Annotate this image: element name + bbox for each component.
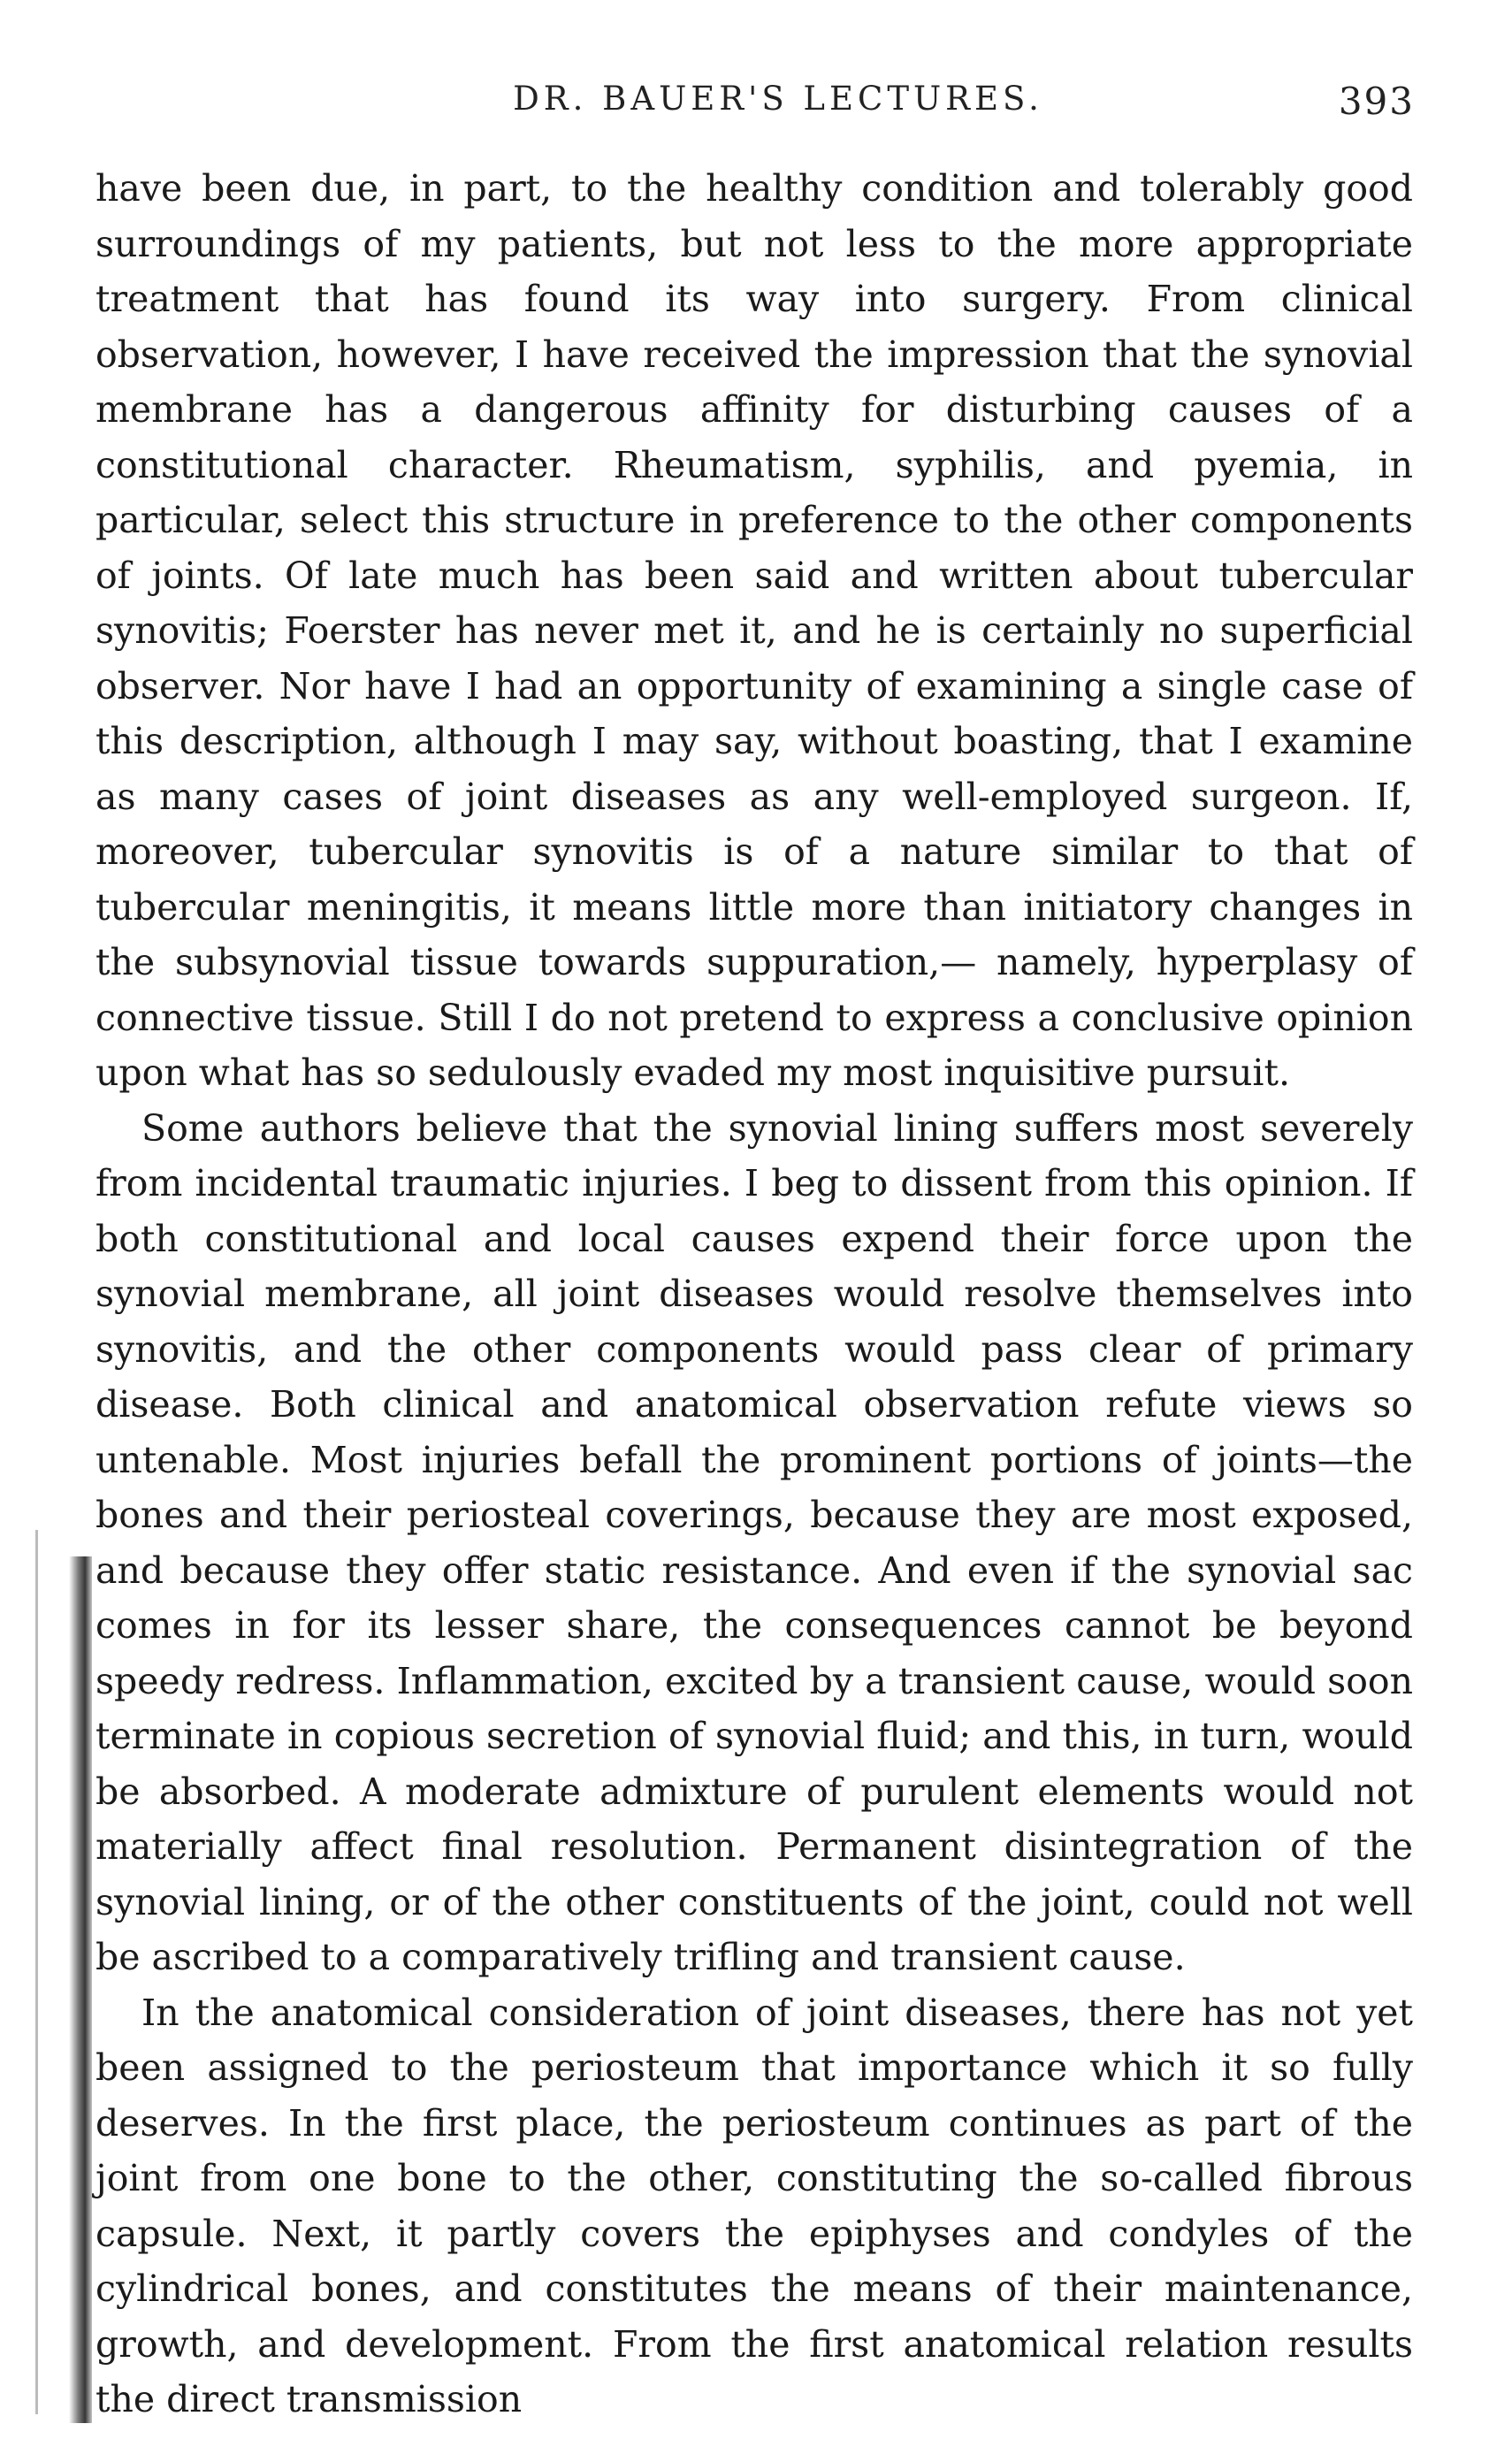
- running-title: DR. BAUER'S LECTURES.: [513, 80, 1043, 118]
- paragraph-continued: have been due, in part, to the healthy condition and tolerably good surroundings of my patients, but not less to the more appropriate treatment that has found its way into surgery. From clinical observation, however, I have received the impression that the synovial membrane has a dangerous affinity for disturbing causes of a constitutional character. Rheumatism, syphilis, and pyemia, in particular, select this structure in preference to the other components of joints. Of late much has been said and written about tubercular synovitis; Foerster has never met it, and he is certainly no superficial observer. Nor have I had an opportunity of examining a single case of this description, although I may say, without boasting, that I examine as many cases of joint diseases as any well-employed surgeon. If, moreover, tubercular synovitis is of a nature similar to that of tubercular meningitis, it means little more than initiatory changes in the subsynovial tissue towards suppuration,— namely, hyperplasy of connective tissue. Still I do not pretend to express a conclusive opinion upon what has so sedulously evaded my most inquisitive pursuit.: [95, 167, 1413, 1094]
- paragraph-periosteum: In the anatomical consideration of joint diseases, there has not yet been assigned to the periosteum that importance which it so fully deserves. In the first place, the periosteum continues as part of the joint from one bone to the other, constituting the so-called fibrous capsule. Next, it partly covers the epiphyses and condyles of the cylindrical bones, and constitutes the means of their maintenance, growth, and development. From the first anatomical relation results the direct transmission: [95, 1991, 1413, 2420]
- binding-shadow: [69, 1556, 92, 2423]
- paragraph-synovial-injuries: Some authors believe that the synovial lining suffers most severely from incidental traumatic injuries. I beg to dissent from this opinion. If both constitutional and local causes expend their force upon the synovial membrane, all joint diseases would resolve themselves into synovitis, and the other components would pass clear of primary disease. Both clinical and anatomical observation refute views so untenable. Most injuries befall the prominent portions of joints—the bones and their periosteal coverings, because they are most exposed, and because they offer static resistance. And even if the synovial sac comes in for its lesser share, the consequences cannot be beyond speedy redress. Inflammation, excited by a transient cause, would soon terminate in copious secretion of synovial fluid; and this, in turn, would be absorbed. A moderate admixture of purulent elements would not materially affect final resolution. Permanent disintegration of the synovial lining, or of the other constituents of the joint, could not well be ascribed to a comparatively trifling and transient cause.: [95, 1106, 1413, 1978]
- body-text: [95, 161, 1413, 2428]
- running-head: [141, 80, 1415, 133]
- page-number: 393: [1338, 80, 1415, 123]
- binding-edge-line: [35, 1530, 38, 2414]
